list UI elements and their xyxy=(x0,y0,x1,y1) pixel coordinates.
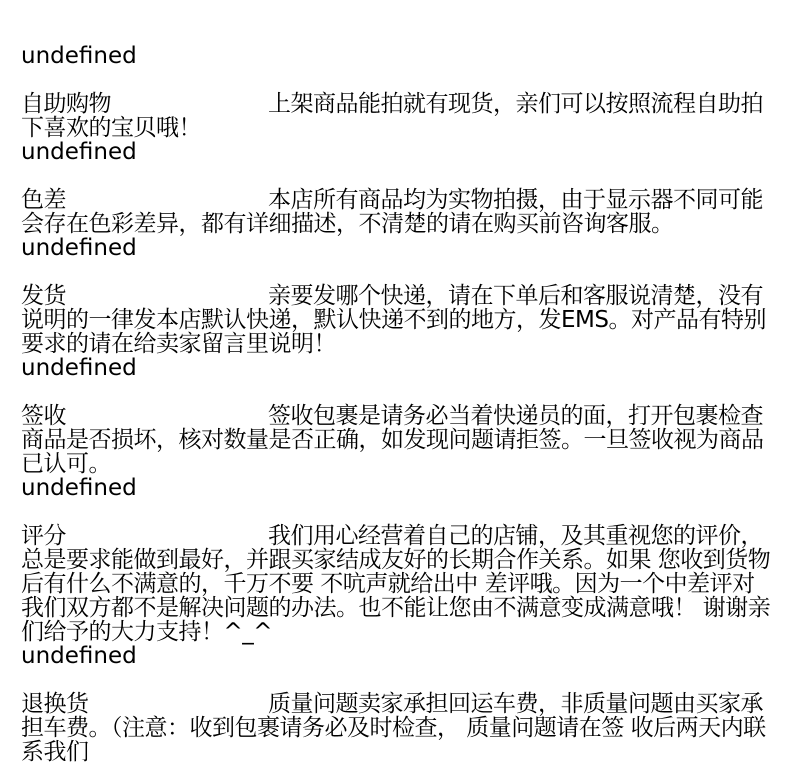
section-paragraph xyxy=(21,188,773,236)
section-paragraph xyxy=(21,92,773,140)
section-body: 亲要发哪个快递，请在下单后和客服说清楚，没有说明的一律发本店默认快递，默认快递不到的地方，发EMS。对产品有特别要求的请在给卖家留言里说明！ xyxy=(21,283,766,357)
section-body: 签收包裹是请务必当着快递员的面，打开包裹检查商品是否损坏，核对数量是否正确，如发现问题请拒签。一旦签收视为商品已认可。 xyxy=(21,403,764,477)
section-body: 本店所有商品均为实物拍摄，由于显示器不同可能会存在色彩差异，都有详细描述，不清楚的请在购买前咨询客服。 xyxy=(21,187,763,237)
section-paragraph xyxy=(21,524,773,644)
section-shipping xyxy=(21,284,773,380)
section-heading: 评分 xyxy=(21,523,66,549)
section-heading: 发货 xyxy=(21,283,66,309)
undefined-text: undefined xyxy=(21,355,137,381)
section-returns xyxy=(21,692,773,764)
section-signing xyxy=(21,404,773,500)
section-heading: 签收 xyxy=(21,403,66,429)
undefined-text: undefined xyxy=(21,235,137,261)
section-heading: 退换货 xyxy=(21,691,89,717)
section-heading: 自助购物 xyxy=(21,91,111,117)
section-body: 质量问题卖家承担回运车费，非质量问题由买家承担车费。（注意：收到包裹请务必及时检查， 质量问题请在签 收后两天内联系我们 xyxy=(21,691,766,765)
section-heading: 色差 xyxy=(21,187,66,213)
undefined-text: undefined xyxy=(21,475,137,501)
policy-page xyxy=(21,44,773,764)
section-paragraph xyxy=(21,404,773,476)
undefined-text: undefined xyxy=(21,139,137,165)
section-body: 我们用心经营着自己的店铺，及其重视您的评价，总是要求能做到最好，并跟买家结成友好的长期合作关系。如果 您收到货物后有什么不满意的，千万不要 不吭声就给出中 差评哦。因为一个中差评对我们双方都不是解决问题的办法。也不能让您由不满意变成满意哦！ 谢谢亲们给予的大力支持！^_^ xyxy=(21,523,771,645)
section-color-difference xyxy=(21,188,773,260)
undefined-text: undefined xyxy=(21,43,137,69)
section-body: 上架商品能拍就有现货，亲们可以按照流程自助拍下喜欢的宝贝哦！ xyxy=(21,91,763,141)
section-rating xyxy=(21,524,773,668)
section-paragraph xyxy=(21,284,773,356)
section-paragraph xyxy=(21,692,773,764)
undefined-text: undefined xyxy=(21,643,137,669)
section-self-service xyxy=(21,92,773,164)
